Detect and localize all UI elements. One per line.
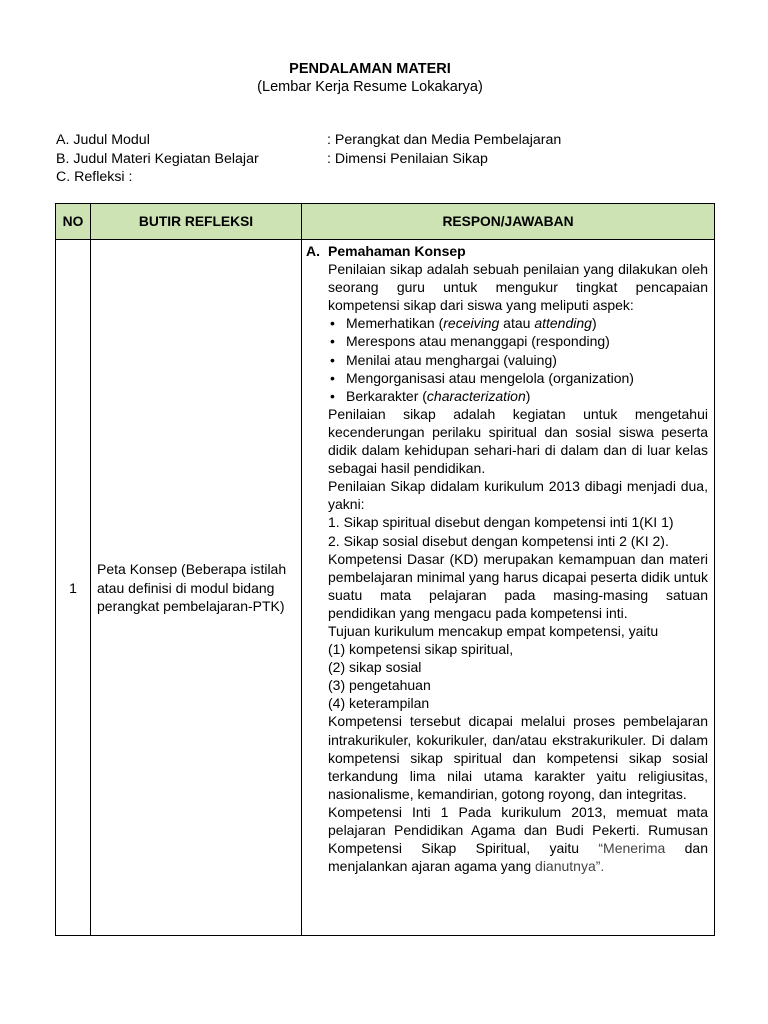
info-row-reflection <box>56 168 561 187</box>
section-heading <box>306 242 708 260</box>
paragraph: Kompetensi Inti 1 Pada kurikulum 2013, memuat mata pelajaran Pendidikan Agama dan Budi Pekerti. Rumusan Kompetensi Sikap Spiritual, yaitu “Menerima dan menjalankan ajaran agama yang dianutnya”. <box>328 803 709 875</box>
document-title: PENDALAMAN MATERI <box>289 61 451 77</box>
list-item: • Menilai atau menghargai (valuing) <box>328 351 708 369</box>
paragraph: Penilaian Sikap didalam kurikulum 2013 dibagi menjadi dua, yakni: <box>328 478 708 513</box>
info-row-material <box>56 150 561 169</box>
module-info <box>56 131 561 187</box>
info-label: A. Judul Modul <box>56 132 150 148</box>
header-butir-refleksi: BUTIR REFLEKSI <box>91 204 302 240</box>
header-respon-jawaban: RESPON/JAWABAN <box>302 204 715 240</box>
info-row-module <box>56 131 561 150</box>
document-subtitle: (Lembar Kerja Resume Lokakarya) <box>257 79 483 95</box>
table-row <box>56 240 715 936</box>
section-letter: A. <box>306 243 320 259</box>
section-title: Pemahaman Konsep <box>328 243 466 259</box>
info-value: : Dimensi Penilaian Sikap <box>327 150 488 167</box>
numbered-item: (2) sikap sosial <box>328 659 422 676</box>
reflection-table <box>55 203 715 936</box>
info-value: : Perangkat dan Media Pembelajaran <box>327 132 562 148</box>
paragraph: Penilaian sikap adalah kegiatan untuk mengetahui kecenderungan perilaku spiritual dan sosial siswa peserta didik dalam kehidupan sehari-hari di dalam dan di luar kelas sebagai hasil pendidikan. <box>328 405 708 477</box>
document-header <box>0 60 740 96</box>
info-label: B. Judul Materi Kegiatan Belajar <box>56 150 259 167</box>
row-number: 1 <box>56 240 91 936</box>
row-respon <box>302 240 715 936</box>
paragraph: Tujuan kurikulum mencakup empat kompetensi, yaitu <box>328 622 659 639</box>
aspect-list <box>328 314 708 404</box>
response-body <box>306 260 708 875</box>
numbered-item: (4) keterampilan <box>328 695 430 712</box>
numbered-item: 2. Sikap sosial disebut dengan kompetensi inti 2 (KI 2). <box>328 532 669 549</box>
header-no: NO <box>56 204 91 240</box>
row-butir: Peta Konsep (Beberapa istilah atau definisi di modul bidang perangkat pembelajaran-PTK) <box>91 240 302 936</box>
paragraph: Kompetensi tersebut dicapai melalui proses pembelajaran intrakurikuler, kokurikuler, dan/atau ekstrakurikuler. Di dalam kompetensi sikap spiritual dan kompetensi sikap sosial terkandung lima nilai utama karakter yaitu religiusitas, nasionalisme, kemandirian, gotong royong, dan integritas. <box>328 713 708 802</box>
paragraph: Kompetensi Dasar (KD) merupakan kemampuan dan materi pembelajaran minimal yang harus dicapai peserta didik untuk suatu mata pelajaran pada masing-masing satuan pendidikan yang mengacu pada kompetensi inti. <box>328 550 708 621</box>
list-item: • Merespons atau menanggapi (responding) <box>328 332 708 350</box>
list-item: • Berkarakter (characterization) <box>328 387 708 405</box>
table-header-row <box>56 204 715 240</box>
list-item: • Mengorganisasi atau mengelola (organization) <box>328 369 708 387</box>
numbered-item: (3) pengetahuan <box>328 677 431 694</box>
paragraph: Penilaian sikap adalah sebuah penilaian yang dilakukan oleh seorang guru untuk mengukur tingkat pencapaian kompetensi sikap dari siswa yang meliputi aspek: <box>328 261 708 314</box>
numbered-item: 1. Sikap spiritual disebut dengan kompetensi inti 1(KI 1) <box>328 514 674 531</box>
info-label: C. Refleksi : <box>56 169 133 185</box>
list-item: • Memerhatikan (receiving atau attending) <box>328 314 708 332</box>
numbered-item: (1) kompetensi sikap spiritual, <box>328 641 514 658</box>
